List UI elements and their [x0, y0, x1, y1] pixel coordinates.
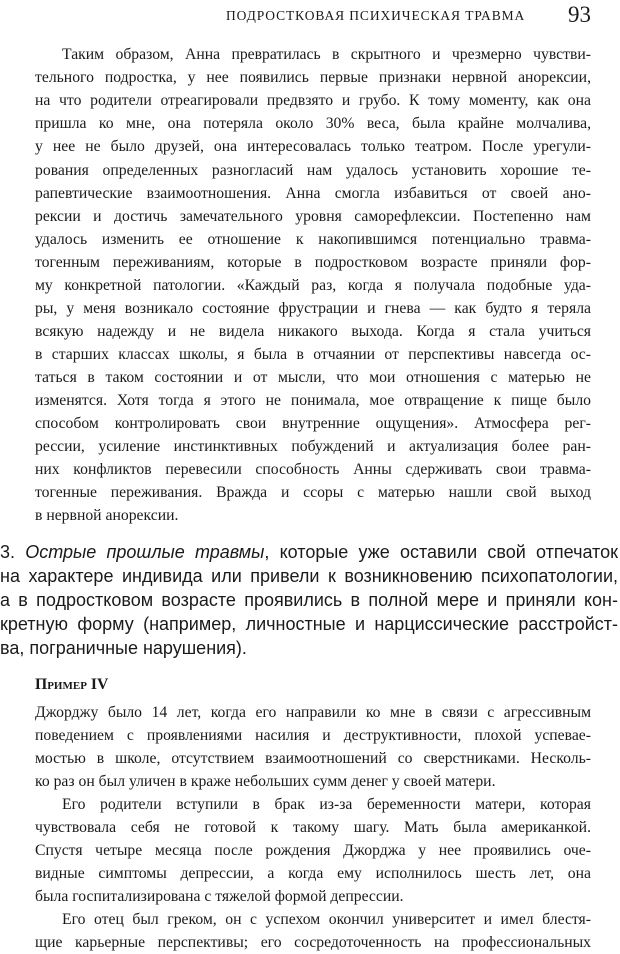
text-line: на что родители отреагировали предвзято и грубо. К тому моменту, как она [35, 92, 591, 109]
text-line: а в подростковом возрасте проявились в полной мере и приняли кон- [0, 590, 618, 610]
item-line-rest: , которые уже оставили свой отпечаток [264, 542, 618, 562]
text-line: ры, у меня возникало состояние фрустрации и гнева — как будто я теряла [35, 300, 591, 317]
text-line: в нервной анорексии. [35, 507, 179, 524]
text-line: Его родители вступили в брак из-за беременности матери, которая [62, 796, 591, 813]
example-heading: Пример IV [35, 676, 109, 693]
text-line [0, 540, 618, 564]
text-line: поведением с проявлениями насилия и деструктивности, плохой успевае- [35, 727, 591, 744]
text-line: мостью в школе, отсутствием взаимоотношений со сверстниками. Несколь- [35, 750, 591, 767]
text-line: них конфликтов перевесили способность Анны сдерживать свои травма- [35, 461, 591, 478]
running-title: ПОДРОСТКОВАЯ ПСИХИЧЕСКАЯ ТРАВМА [226, 8, 526, 23]
text-line: у нее не было друзей, она интересовалась только театром. После урегули- [35, 138, 591, 155]
text-line: всякую надежду и не видела никакого выхода. Когда я стала учиться [35, 323, 591, 340]
text-line: щие карьерные перспективы; его сосредоточенность на профессиональных [35, 934, 591, 951]
text-line: рования определенных разногласий нам удалось установить хорошие те- [35, 162, 591, 179]
text-line: была госпитализирована с тяжелой формой депрессии. [35, 888, 404, 905]
text-line: рапевтические взаимоотношения. Анна смогла избавиться от своей ано- [35, 185, 591, 202]
running-header [0, 2, 620, 32]
text-line: му конкретной патологии. «Каждый раз, когда я получала подобные уда- [35, 277, 591, 294]
text-line: Спустя четыре месяца после рождения Джорджа у нее проявились оче- [35, 842, 591, 859]
text-line: тогенным переживаниям, которые в подростковом возрасте приняли фор- [35, 254, 591, 271]
text-line: таться в таком состоянии и от мысли, что мои отношения с матерью не [35, 369, 591, 386]
text-line: видные симптомы депрессии, а когда ему исполнилось шесть лет, она [35, 865, 591, 882]
item-italic-term: Острые прошлые травмы [25, 542, 265, 562]
page-number: 93 [568, 2, 591, 27]
text-line: ва, пограничные нарушения). [0, 638, 247, 658]
text-line: рексии и достичь замечательного уровня саморефлексии. Постепенно нам [35, 208, 591, 225]
text-line: Джорджу было 14 лет, когда его направили ко мне в связи с агрессивным [35, 704, 591, 721]
text-line: рессии, усиление инстинктивных побуждений и актуализация более ран- [35, 438, 591, 455]
text-line: Таким образом, Анна превратилась в скрытного и чрезмерно чувстви- [62, 46, 591, 63]
text-line: пришла ко мне, она потеряла около 30% веса, была крайне молчалива, [35, 115, 591, 132]
text-line: кретную форму (например, личностные и нарциссические расстройст- [0, 614, 618, 634]
item-number: 3. [0, 542, 16, 562]
text-line: тельного подростка, у нее появились первые признаки нервной анорексии, [35, 69, 591, 86]
text-line: чувствовала себя не готовой к такому шагу. Мать была американкой. [35, 819, 591, 836]
text-line: тогенные переживания. Вражда и ссоры с матерью нашли свой выход [35, 484, 591, 501]
text-line: Его отец был греком, он с успехом окончил университет и имел блестя- [62, 911, 591, 928]
text-line: ко раз он был уличен в краже небольших сумм денег у своей матери. [35, 773, 496, 790]
text-line: способом контролировать свои внутренние ощущения». Атмосфера рег- [35, 415, 591, 432]
text-line: изменятся. Хотя тогда я этого не понимала, мое отвращение к пище было [35, 392, 591, 409]
text-line: на характере индивида или привели к возникновению психопатологии, [0, 566, 618, 586]
text-line: удалось изменить ее отношение к накопившимся потенциально травма- [35, 231, 591, 248]
text-line: в старших классах школы, я была в отчаянии от перспективы навсегда ос- [35, 346, 591, 363]
